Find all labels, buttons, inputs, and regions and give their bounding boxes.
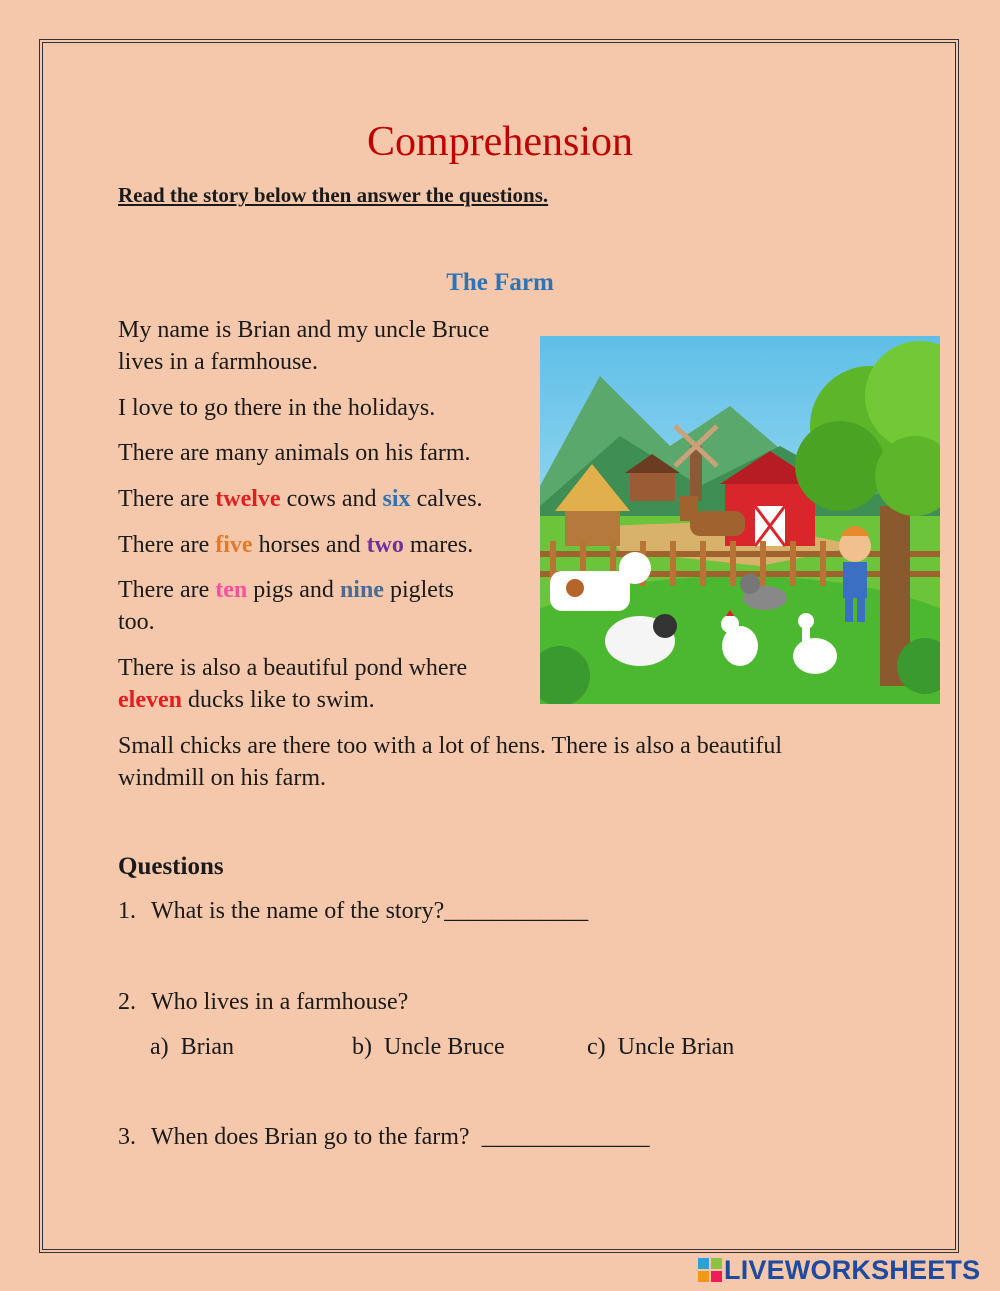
number-word: five [215,532,253,558]
instruction-text: Read the story below then answer the questions. [118,183,549,207]
question-3: 3. When does Brian go to the farm? ______________ [118,1124,650,1150]
number-word: nine [339,577,384,603]
story-paragraph-pigs: There are ten pigs and nine piglets too. [118,577,454,635]
story-paragraph-chicks: Small chicks are there too with a lot of hens. There is also a beautiful windmill on his farm. [118,733,783,791]
liveworksheets-logo [698,1255,980,1285]
questions-heading: Questions [118,853,224,880]
story-paragraph-2: I love to go there in the holidays. [118,395,436,421]
story-paragraph-1: My name is Brian and my uncle Bruce lives in a farmhouse. [118,317,490,375]
liveworksheets-logo-icon [698,1258,722,1282]
number-word: ten [215,577,248,603]
answer-option-a[interactable]: a) Brian [150,1034,234,1060]
logo-text: LIVEWORKSHEETS [724,1254,981,1285]
story-paragraph-3: There are many animals on his farm. [118,440,471,466]
page-title: Comprehension [367,119,633,165]
story-paragraph-cows: There are twelve cows and six calves. [118,486,483,512]
question-2: 2. Who lives in a farmhouse? [118,989,409,1015]
answer-blank[interactable]: ______________ [481,1124,650,1150]
story-paragraph-pond: There is also a beautiful pond where eleven ducks like to swim. [118,655,468,713]
story-paragraph-horses: There are five horses and two mares. [118,532,474,558]
story-title: The Farm [446,269,554,296]
answer-option-b[interactable]: b) Uncle Bruce [352,1034,505,1060]
answer-option-c[interactable]: c) Uncle Brian [587,1034,735,1060]
farm-illustration-icon [540,336,940,704]
number-word: six [382,486,411,512]
number-word: eleven [118,687,182,713]
question-1: 1. What is the name of the story?____________ [118,898,589,924]
number-word: twelve [215,486,281,512]
number-word: two [366,532,404,558]
